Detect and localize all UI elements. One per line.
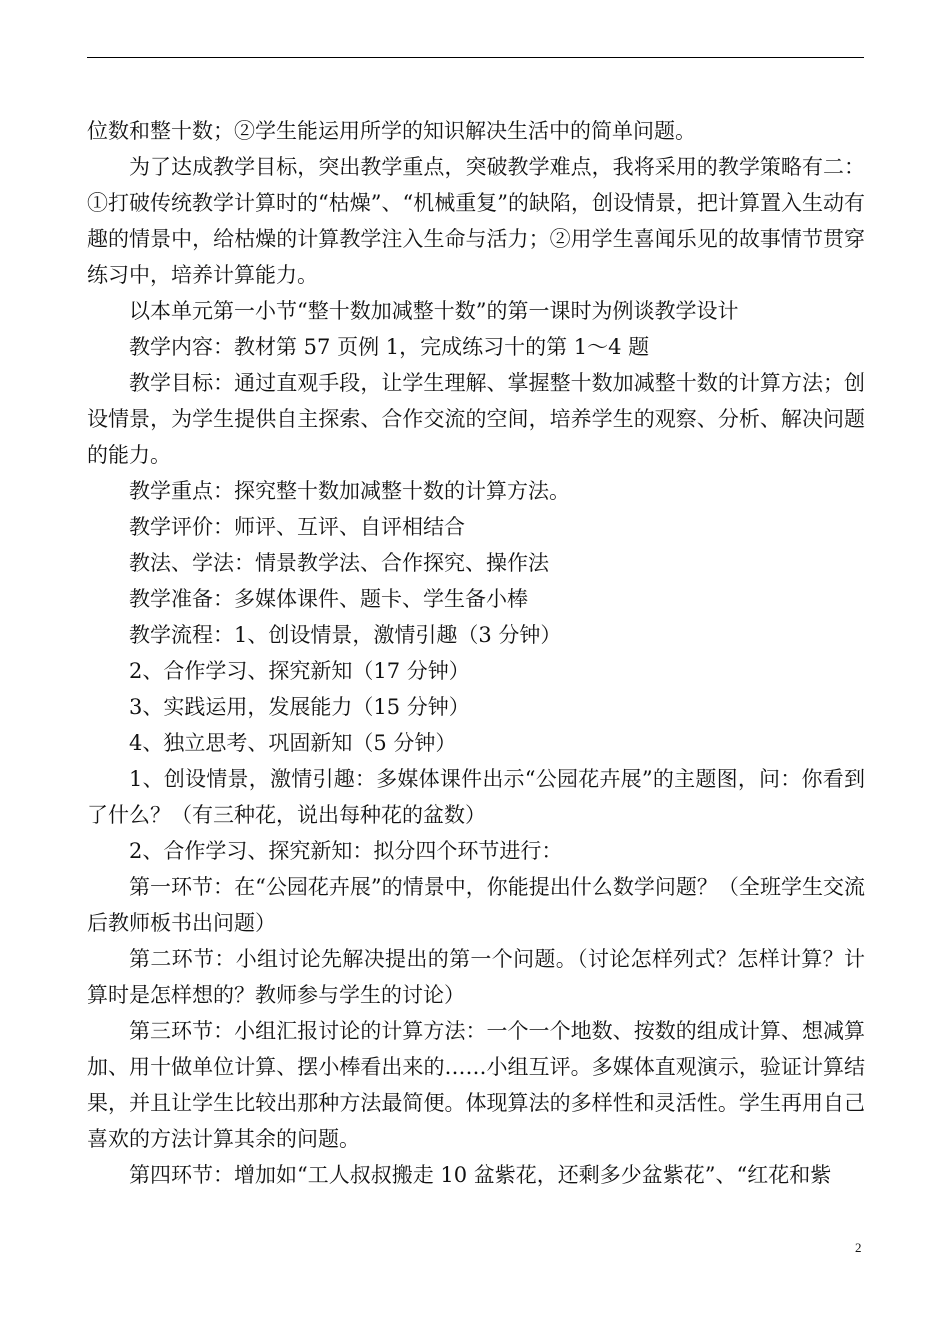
- paragraph: 教学准备：多媒体课件、题卡、学生备小棒: [129, 587, 528, 611]
- paragraph: 位数和整十数；②学生能运用所学的知识解决生活中的简单问题。: [87, 119, 696, 143]
- paragraph: 教学内容：教材第 57 页例 1，完成练习十的第 1～4 题: [129, 335, 650, 359]
- paragraph: 3、实践运用，发展能力（15 分钟）: [129, 695, 470, 719]
- paragraph: 教法、学法：情景教学法、合作探究、操作法: [129, 551, 549, 575]
- page-number: 2: [855, 1240, 862, 1255]
- paragraph: 教学评价：师评、互评、自评相结合: [129, 515, 465, 539]
- paragraph: 第三环节：小组汇报讨论的计算方法：一个一个地数、按数的组成计算、想减算加、用十做单位计算、摆小棒看出来的……小组互评。多媒体直观演示，验证计算结果，并且让学生比较出那种方法最简便。体现算法的多样性和灵活性。学生再用自己喜欢的方法计算其余的问题。: [87, 1019, 865, 1151]
- paragraph: 教学目标：通过直观手段，让学生理解、掌握整十数加减整十数的计算方法；创设情景，为学生提供自主探索、合作交流的空间，培养学生的观察、分析、解决问题的能力。: [87, 371, 865, 467]
- paragraph: 4、独立思考、巩固新知（5 分钟）: [129, 731, 457, 755]
- paragraph: 2、合作学习、探究新知：拟分四个环节进行：: [129, 839, 563, 863]
- document-body: [87, 113, 865, 1193]
- paragraph: 1、创设情景，激情引趣：多媒体课件出示“公园花卉展”的主题图，问：你看到了什么？（有三种花，说出每种花的盆数）: [87, 767, 865, 827]
- paragraph: 教学流程：1、创设情景，激情引趣（3 分钟）: [129, 623, 562, 647]
- paragraph: 教学重点：探究整十数加减整十数的计算方法。: [129, 479, 570, 503]
- paragraph: 为了达成教学目标，突出教学重点，突破教学难点，我将采用的教学策略有二：①打破传统教学计算时的“枯燥”、“机械重复”的缺陷，创设情景，把计算置入生动有趣的情景中，给枯燥的计算教学注入生命与活力；②用学生喜闻乐见的故事情节贯穿练习中，培养计算能力。: [87, 155, 865, 287]
- paragraph: 第二环节：小组讨论先解决提出的第一个问题。（讨论怎样列式？怎样计算？计算时是怎样想的？教师参与学生的讨论）: [87, 947, 865, 1007]
- paragraph: 以本单元第一小节“整十数加减整十数”的第一课时为例谈教学设计: [129, 299, 739, 323]
- paragraph: 第四环节：增加如“工人叔叔搬走 10 盆紫花，还剩多少盆紫花”、“红花和紫: [129, 1163, 832, 1187]
- header-rule: [87, 57, 864, 58]
- paragraph: 2、合作学习、探究新知（17 分钟）: [129, 659, 470, 683]
- paragraph: 第一环节：在“公园花卉展”的情景中，你能提出什么数学问题？（全班学生交流后教师板书出问题）: [87, 875, 865, 935]
